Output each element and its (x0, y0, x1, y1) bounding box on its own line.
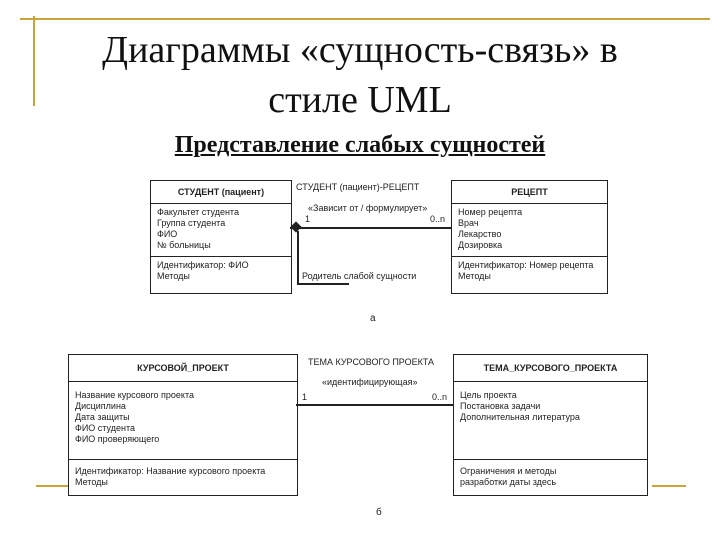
multiplicity-right-a: 0..n (430, 214, 446, 224)
note-connector (297, 231, 299, 283)
slide-title-line2: стиле UML (268, 79, 452, 121)
entity-course-project-operations (69, 460, 297, 491)
association-name-b: ТЕМА КУРСОВОГО ПРОЕКТА (308, 357, 435, 367)
multiplicity-left-b: 1 (302, 392, 308, 402)
entity-project-topic-attributes (454, 382, 647, 460)
association-name-a: СТУДЕНТ (пациент)-РЕЦЕПТ (296, 182, 420, 192)
multiplicity-left-a: 1 (305, 214, 311, 224)
entity-course-project-attributes (69, 382, 297, 460)
attribute: Номер рецепта (458, 207, 523, 217)
composition-diamond (290, 221, 301, 232)
entity-student-attributes (151, 204, 291, 257)
operation: разработки даты здесь (460, 477, 557, 487)
decor-bottom-left-line (36, 485, 68, 487)
operation: Методы (75, 477, 108, 487)
multiplicity-right-b: 0..n (432, 392, 448, 402)
attribute: Дата защиты (75, 412, 130, 422)
entity-student-name: СТУДЕНТ (пациент) (151, 181, 291, 204)
attribute: Цель проекта (460, 390, 517, 400)
attribute: Постановка задачи (460, 401, 541, 411)
decor-bottom-right-line (652, 485, 686, 487)
entity-project-topic-name: ТЕМА_КУРСОВОГО_ПРОЕКТА (454, 355, 647, 382)
stereotype-a: «Зависит от / формулирует» (308, 203, 428, 213)
caption-a: а (370, 313, 376, 324)
attribute: Дозировка (458, 240, 503, 250)
attribute: Дополнительная литература (460, 412, 580, 422)
slide-title-line1: Диаграммы «сущность-связь» в (102, 29, 618, 71)
attribute: ФИО проверяющего (75, 434, 160, 444)
entity-recipe-name: РЕЦЕПТ (452, 181, 607, 204)
note-connector-h (297, 283, 349, 285)
operation: Идентификатор: ФИО (157, 260, 249, 270)
entity-project-topic-operations (454, 460, 647, 491)
attribute: Лекарство (458, 229, 502, 239)
entity-student (150, 180, 292, 294)
entity-recipe-operations (452, 257, 607, 285)
decor-top-line (20, 18, 710, 20)
operation: Ограничения и методы (460, 466, 557, 476)
note-weak-entity-parent: Родитель слабой сущности (302, 271, 417, 281)
association-line-a (290, 227, 451, 229)
association-line-b (296, 404, 453, 406)
slide-subtitle: Представление слабых сущностей (174, 132, 546, 158)
entity-recipe (451, 180, 608, 294)
operation: Идентификатор: Название курсового проекта (75, 466, 266, 476)
entity-recipe-attributes (452, 204, 607, 257)
operation: Методы (157, 271, 190, 281)
operation: Идентификатор: Номер рецепта (458, 260, 594, 270)
attribute: Дисциплина (75, 401, 126, 411)
stereotype-b: «идентифицирующая» (322, 377, 418, 387)
attribute: Группа студента (157, 218, 226, 228)
attribute: Факультет студента (157, 207, 239, 217)
caption-b: б (376, 507, 382, 518)
entity-course-project (68, 354, 298, 496)
operation: Методы (458, 271, 491, 281)
entity-project-topic (453, 354, 648, 496)
attribute: Врач (458, 218, 479, 228)
attribute: ФИО (157, 229, 178, 239)
entity-student-operations (151, 257, 291, 285)
entity-course-project-name: КУРСОВОЙ_ПРОЕКТ (69, 355, 297, 382)
attribute: № больницы (157, 240, 211, 250)
attribute: Название курсового проекта (75, 390, 194, 400)
attribute: ФИО студента (75, 423, 135, 433)
